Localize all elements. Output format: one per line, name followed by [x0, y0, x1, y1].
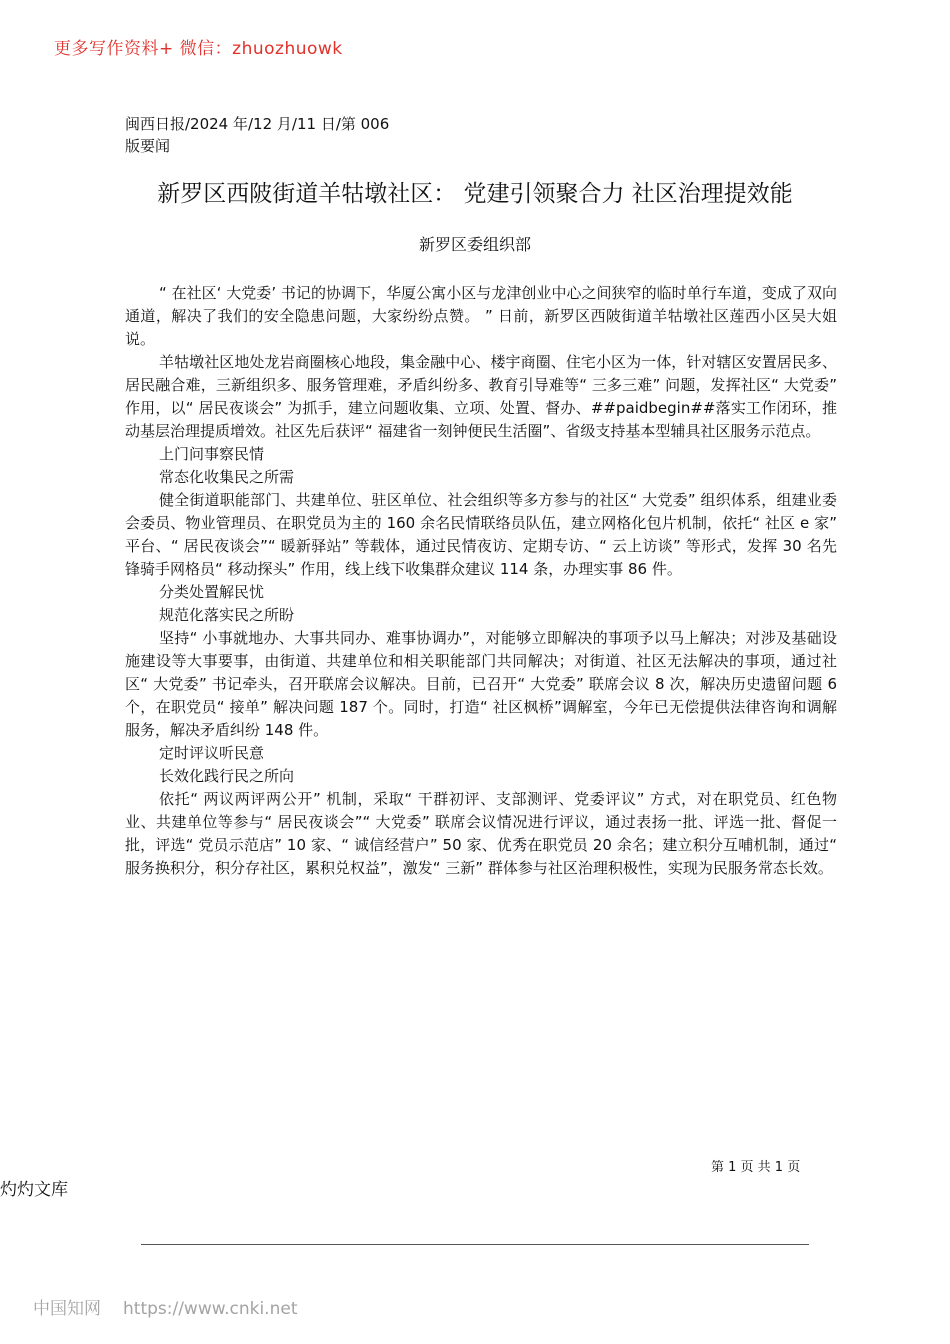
subheading: 分类处置解民忧: [159, 583, 265, 601]
article-body: [125, 282, 837, 880]
watermark-name: 中国知网: [33, 1299, 101, 1319]
article-title: 新罗区西陂街道羊牯墩社区： 党建引领聚合力 社区治理提效能: [157, 181, 793, 207]
paragraph: 依托“ 两议两评两公开” 机制，采取“ 干群初评、支部测评、党委评议” 方式，对在职党员、红色物业、共建单位等参与“ 居民夜谈会”“ 大党委” 联席会议情况进行评议，通过表扬一批、评选一批、督促一批，评选“ 党员示范店” 10 家、“ 诚信经营户” 50 家、优秀在职党员 20 余名；建立积分互哺机制，通过“ 服务换积分，积分存社区，累积兑权益”，激发“ 三新” 群体参与社区治理积极性，实现为民服务常态长效。: [125, 790, 837, 877]
paragraph: 坚持“ 小事就地办、大事共同办、难事协调办”，对能够立即解决的事项予以马上解决；对涉及基础设施建设等大事要事，由街道、共建单位和相关职能部门共同解决；对街道、社区无法解决的事项，通过社区“ 大党委” 书记牵头，召开联席会议解决。目前，已召开“ 大党委” 联席会议 8 次，解决历史遗留问题 6 个，在职党员“ 接单” 解决问题 187 个。同时，打造“ 社区枫桥”调解室，今年已无偿提供法律咨询和调解服务，解决矛盾纠纷 148 件。: [125, 629, 837, 739]
paragraph: “ 在社区‘ 大党委’ 书记的协调下，华厦公寓小区与龙津创业中心之间狭窄的临时单行车道，变成了双向通道，解决了我们的安全隐患问题，大家纷纷点赞。 ” 日前，新罗区西陂街道羊牯墩社区莲西小区吴大姐说。: [125, 284, 837, 348]
library-name: 灼灼文库: [0, 1180, 68, 1200]
watermark-url: https://www.cnki.net: [123, 1299, 298, 1319]
paragraph: 羊牯墩社区地处龙岩商圈核心地段，集金融中心、楼宇商圈、住宅小区为一体，针对辖区安置居民多、居民融合难，三新组织多、服务管理难，矛盾纠纷多、教育引导难等“ 三多三难” 问题，发挥社区“ 大党委” 作用，以“ 居民夜谈会” 为抓手，建立问题收集、立项、处置、督办、##paidbegin##落实工作闭环，推动基层治理提质增效。社区先后获评“ 福建省一刻钟便民生活圈”、省级支持基本型辅具社区服务示范点。: [125, 353, 837, 440]
source-meta: [125, 113, 389, 157]
section-label: 版要闻: [125, 137, 171, 155]
subheading: 上门问事察民情: [159, 445, 265, 463]
subheading: 规范化落实民之所盼: [159, 606, 295, 624]
promo-banner: 更多写作资料+ 微信：zhuozhuowk: [54, 39, 343, 59]
footer-divider: [141, 1244, 809, 1245]
watermark: [33, 1294, 297, 1319]
source-line: 闽西日报/2024 年/12 月/11 日/第 006: [125, 115, 390, 133]
paragraph: 健全街道职能部门、共建单位、驻区单位、社会组织等多方参与的社区“ 大党委” 组织体系，组建业委会委员、物业管理员、在职党员为主的 160 余名民情联络员队伍，建立网格化包片机制，依托“ 社区 e 家” 平台、“ 居民夜谈会”“ 暖新驿站” 等载体，通过民情夜访、定期专访、“ 云上访谈” 等形式，发挥 30 名先锋骑手网格员“ 移动探头” 作用，线上线下收集群众建议 114 条，办理实事 86 件。: [125, 491, 837, 578]
subheading: 定时评议听民意: [159, 744, 265, 762]
subheading: 长效化践行民之所向: [159, 767, 295, 785]
article-author: 新罗区委组织部: [418, 235, 531, 254]
page-number: 第 1 页 共 1 页: [711, 1160, 801, 1175]
subheading: 常态化收集民之所需: [159, 468, 295, 486]
